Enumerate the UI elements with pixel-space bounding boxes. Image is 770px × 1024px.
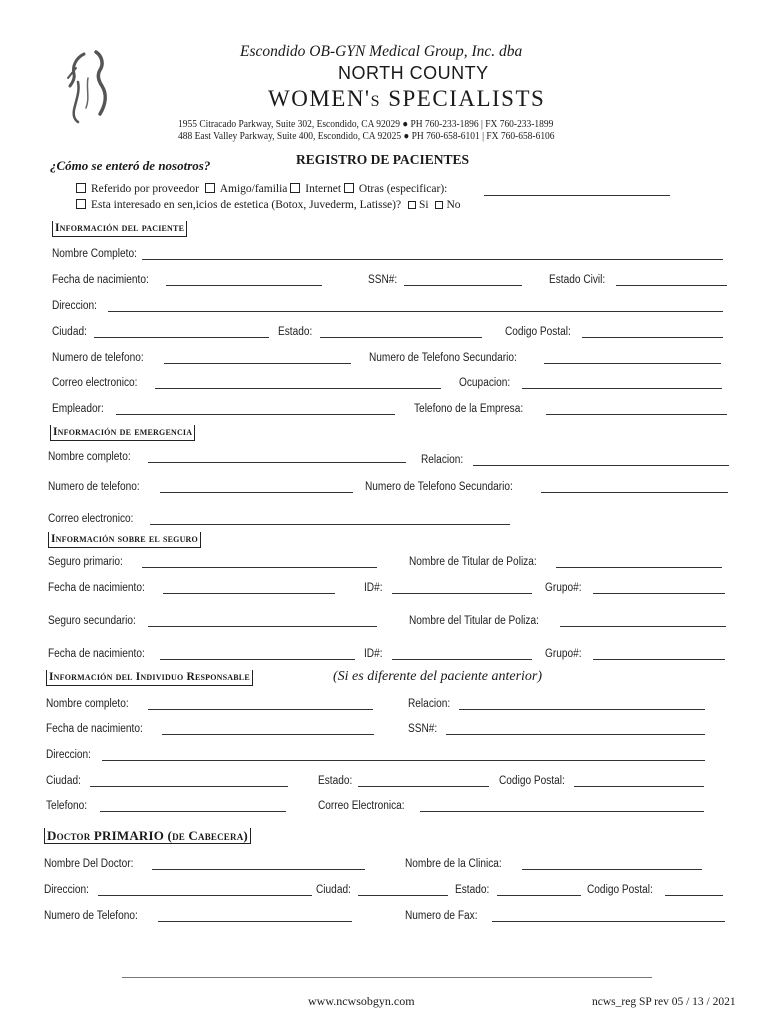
label-city: Ciudad: — [52, 326, 87, 338]
label-insurance-id-2: ID#: — [364, 648, 383, 660]
option-internet: Internet — [305, 183, 342, 195]
label-responsible-address: Direccion: — [46, 749, 92, 761]
clinic-logo — [62, 48, 114, 124]
checkbox-friend[interactable] — [205, 183, 215, 193]
label-responsible-state: Estado: — [318, 775, 353, 787]
other-specify-field[interactable] — [484, 195, 670, 196]
doctor-name-field[interactable] — [152, 869, 365, 870]
label-phone2: Numero de Telefono Secundario: — [369, 352, 517, 364]
option-yes: Si — [418, 199, 429, 211]
label-responsible-email: Correo Electronica: — [318, 800, 405, 812]
option-other: Otras (especificar): — [358, 183, 448, 195]
footer-revision: ncws_reg SP rev 05 / 13 / 2021 — [592, 996, 736, 1008]
label-emergency-email: Correo electronico: — [48, 513, 134, 525]
responsible-address-field[interactable] — [102, 760, 705, 761]
checkbox-yes[interactable] — [408, 201, 416, 209]
label-emergency-phone2: Numero de Telefono Secundario: — [365, 481, 513, 493]
checkbox-no[interactable] — [435, 201, 443, 209]
doctor-address-field[interactable] — [98, 895, 312, 896]
label-insurance-group-2: Grupo#: — [545, 648, 582, 660]
form-title: REGISTRO DE PACIENTES — [296, 152, 470, 167]
label-employer-phone: Telefono de la Empresa: — [414, 403, 524, 415]
emergency-phone2-field[interactable] — [541, 492, 728, 493]
label-ssn: SSN#: — [368, 274, 398, 286]
label-doctor-state: Estado: — [455, 884, 490, 896]
option-provider: Referido por proveedor — [91, 183, 199, 195]
option-no: No — [446, 199, 461, 211]
patient-email-field[interactable] — [155, 388, 441, 389]
referral-options — [76, 183, 447, 195]
label-phone: Numero de telefono: — [52, 352, 144, 364]
label-emergency-relation: Relacion: — [421, 454, 464, 466]
responsible-relation-field[interactable] — [459, 709, 705, 710]
label-secondary-insurance: Seguro secundario: — [48, 615, 136, 627]
responsible-note: (Si es diferente del paciente anterior) — [333, 669, 543, 684]
aesthetic-question: Esta interesado en sen,icios de estetica (Botox, Juvederm, Latisse)? — [91, 199, 402, 211]
label-primary-insurance: Seguro primario: — [48, 556, 123, 568]
label-emergency-phone: Numero de telefono: — [48, 481, 140, 493]
section-emergency-heading: Información de emergencia — [50, 425, 195, 441]
label-responsible-zip: Codigo Postal: — [499, 775, 565, 787]
brand-line-1: NORTH COUNTY — [338, 63, 489, 83]
label-responsible-ssn: SSN#: — [408, 723, 438, 735]
doctor-zip-field[interactable] — [665, 895, 723, 896]
brand-line-2: WOMEN's SPECIALISTS — [268, 86, 546, 111]
aesthetic-question-row — [76, 199, 461, 211]
checkbox-provider[interactable] — [76, 183, 86, 193]
label-full-name: Nombre Completo: — [52, 248, 137, 260]
secondary-insurance-field[interactable] — [148, 626, 377, 627]
label-clinic-name: Nombre de la Clinica: — [405, 858, 502, 870]
label-employer: Empleador: — [52, 403, 104, 415]
clinic-name-field[interactable] — [522, 869, 702, 870]
footer-rule — [122, 977, 652, 978]
label-responsible-relation: Relacion: — [408, 698, 451, 710]
label-doctor-phone: Numero de Telefono: — [44, 910, 138, 922]
doctor-fax-field[interactable] — [492, 921, 725, 922]
patient-employer-field[interactable] — [116, 414, 395, 415]
policy-holder-2-field[interactable] — [560, 626, 726, 627]
section-responsible-heading: Información del Individuo Responsable — [46, 670, 253, 686]
insurance-id-2-field[interactable] — [392, 659, 532, 660]
label-zip: Codigo Postal: — [505, 326, 571, 338]
responsible-state-field[interactable] — [358, 786, 489, 787]
label-doctor-zip: Codigo Postal: — [587, 884, 653, 896]
label-insurance-group: Grupo#: — [545, 582, 582, 594]
doctor-city-field[interactable] — [358, 895, 448, 896]
patient-address-field[interactable] — [108, 311, 723, 312]
clinic-group-name: Escondido OB-GYN Medical Group, Inc. dba — [240, 43, 523, 60]
patient-state-field[interactable] — [320, 337, 482, 338]
doctor-phone-field[interactable] — [158, 921, 352, 922]
label-doctor-fax: Numero de Fax: — [405, 910, 478, 922]
insurance-dob-field[interactable] — [163, 593, 335, 594]
label-email: Correo electronico: — [52, 377, 138, 389]
clinic-address-2: 488 East Valley Parkway, Suite 400, Escondido, CA 92025 ● PH 760-658-6101 | FX 760-658-6106 — [178, 131, 555, 142]
responsible-ssn-field[interactable] — [446, 734, 705, 735]
responsible-dob-field[interactable] — [162, 734, 374, 735]
patient-ssn-field[interactable] — [404, 285, 522, 286]
label-state: Estado: — [278, 326, 313, 338]
patient-zip-field[interactable] — [582, 337, 723, 338]
option-friend: Amigo/familia — [219, 183, 288, 195]
referral-question: ¿Cómo se enteró de nosotros? — [50, 158, 211, 173]
patient-employer-phone-field[interactable] — [546, 414, 727, 415]
insurance-id-field[interactable] — [392, 593, 532, 594]
label-policy-holder: Nombre de Titular de Poliza: — [409, 556, 537, 568]
patient-marital-field[interactable] — [616, 285, 727, 286]
label-insurance-dob: Fecha de nacimiento: — [48, 582, 145, 594]
insurance-group-2-field[interactable] — [593, 659, 725, 660]
footer-website: www.ncwsobgyn.com — [308, 994, 415, 1008]
doctor-state-field[interactable] — [497, 895, 581, 896]
label-responsible-dob: Fecha de nacimiento: — [46, 723, 143, 735]
checkbox-internet[interactable] — [290, 183, 300, 193]
label-responsible-phone: Telefono: — [46, 800, 88, 812]
label-marital: Estado Civil: — [549, 274, 606, 286]
checkbox-other[interactable] — [344, 183, 354, 193]
label-responsible-city: Ciudad: — [46, 775, 81, 787]
patient-occupation-field[interactable] — [522, 388, 722, 389]
responsible-phone-field[interactable] — [100, 811, 286, 812]
label-responsible-name: Nombre completo: — [46, 698, 129, 710]
label-doctor-city: Ciudad: — [316, 884, 351, 896]
label-doctor-name: Nombre Del Doctor: — [44, 858, 134, 870]
emergency-relation-field[interactable] — [473, 465, 729, 466]
label-occupation: Ocupacion: — [459, 377, 511, 389]
label-doctor-address: Direccion: — [44, 884, 90, 896]
patient-full-name-field[interactable] — [142, 259, 723, 260]
responsible-city-field[interactable] — [90, 786, 288, 787]
section-patient-heading: Información del paciente — [52, 221, 187, 237]
clinic-address-1: 1955 Citracado Parkway, Suite 302, Escondido, CA 92029 ● PH 760-233-1896 | FX 760-233-1899 — [178, 119, 554, 130]
emergency-email-field[interactable] — [150, 524, 510, 525]
patient-phone-field[interactable] — [164, 363, 351, 364]
patient-city-field[interactable] — [94, 337, 269, 338]
label-policy-holder-2: Nombre del Titular de Poliza: — [409, 615, 539, 627]
insurance-dob-2-field[interactable] — [160, 659, 355, 660]
primary-insurance-field[interactable] — [142, 567, 377, 568]
patient-phone2-field[interactable] — [544, 363, 721, 364]
patient-dob-field[interactable] — [166, 285, 322, 286]
label-dob: Fecha de nacimiento: — [52, 274, 149, 286]
insurance-group-field[interactable] — [593, 593, 725, 594]
policy-holder-field[interactable] — [556, 567, 722, 568]
label-address: Direccion: — [52, 300, 98, 312]
checkbox-aesthetic[interactable] — [76, 199, 86, 209]
section-insurance-heading: Información sobre el seguro — [48, 532, 201, 548]
label-insurance-id: ID#: — [364, 582, 383, 594]
label-insurance-dob-2: Fecha de nacimiento: — [48, 648, 145, 660]
emergency-name-field[interactable] — [148, 462, 406, 463]
section-doctor-heading: Doctor PRIMARIO (de Cabecera) — [44, 828, 251, 844]
responsible-zip-field[interactable] — [574, 786, 704, 787]
emergency-phone-field[interactable] — [160, 492, 353, 493]
responsible-email-field[interactable] — [420, 811, 704, 812]
responsible-name-field[interactable] — [148, 709, 373, 710]
label-emergency-name: Nombre completo: — [48, 451, 131, 463]
